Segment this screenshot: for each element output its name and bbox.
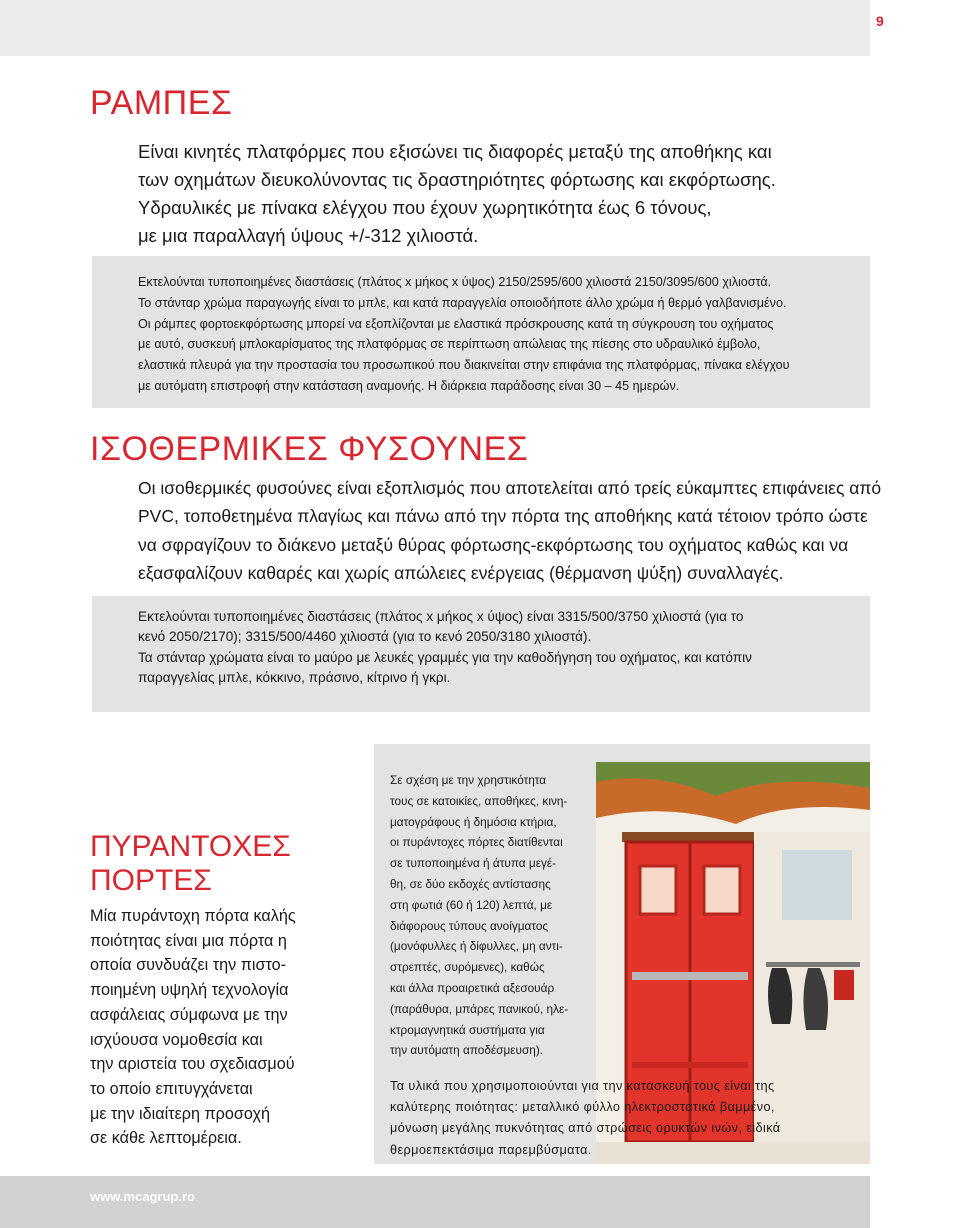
fire-doors-intro-line: ισχύουσα νομοθεσία και — [90, 1030, 263, 1049]
ramps-details-line: Οι ράμπες φορτοεκφόρτωσης μπορεί να εξοπλίζονται με ελαστικά πρόσκρουσης κατά τη σύγκρουση του οχήματος — [138, 316, 774, 331]
ramps-details-box — [92, 256, 870, 408]
ramps-heading: ΡΑΜΠΕΣ — [90, 84, 233, 122]
fire-doors-intro-line: ποιότητας είναι μια πόρτα η — [90, 931, 287, 950]
fire-doors-usage-line: διάφορους τύπους ανοίγματος — [390, 918, 549, 933]
isothermal-details-line: παραγγελίας μπλε, κόκκινο, πράσινο, κίτρινο ή γκρι. — [138, 669, 451, 685]
isothermal-intro-line: να σφραγίζουν το διάκενο μεταξύ θύρας φόρτωσης-εκφόρτωσης του οχήματος καθώς και να — [138, 534, 849, 555]
isothermal-intro-line: PVC, τοποθετημένα πλαγίως και πάνω από την πόρτα της αποθήκης κατά τέτοιον τρόπο ώστε — [138, 506, 868, 527]
fire-doors-materials-line: θερμοεπεκτάσιμα παρεμβύσματα. — [390, 1142, 592, 1157]
fire-doors-usage-line: οι πυράντοχες πόρτες διατίθενται — [390, 835, 563, 850]
ramps-details-line: με αυτόματη επιστροφή στην κατάσταση αναμονής. Η διάρκεια παράδοσης είναι 30 – 45 ημερών. — [138, 378, 680, 393]
isothermal-details-line: Τα στάνταρ χρώματα είναι το μαύρο με λευκές γραμμές για την καθοδήγηση του οχήματος, και κατόπιν — [138, 649, 752, 665]
fire-doors-usage-line: (παράθυρα, μπάρες πανικού, ηλε- — [390, 1001, 569, 1016]
fire-doors-usage-line: ματογράφους ή δημόσια κτήρια, — [390, 814, 557, 829]
isothermal-intro — [138, 474, 882, 587]
fire-doors-intro — [90, 904, 340, 1151]
ramps-details-line: Το στάνταρ χρώμα παραγωγής είναι το μπλε, και κατά παραγγελία οποιοδήποτε άλλο χρώμα ή θερμό γαλβανισμένο. — [138, 295, 787, 310]
fire-doors-usage-line: κτρομαγνητικά συστήματα για — [390, 1022, 545, 1037]
fire-doors-intro-line: με την ιδιαίτερη προσοχή — [90, 1104, 270, 1123]
fire-doors-heading-line: ΠΥΡΑΝΤΟΧΕΣ — [90, 830, 291, 863]
isothermal-details-box — [92, 596, 870, 712]
fire-doors-materials-line: καλύτερης ποιότητας: μεταλλικό φύλλο ηλεκτροστατικά βαμμένο, — [390, 1100, 775, 1115]
website-link[interactable]: www.mcagrup.ro — [90, 1189, 195, 1204]
fire-doors-usage-line: στρεπτές, συρόμενες), καθώς — [390, 960, 545, 975]
fire-doors-materials — [390, 1076, 860, 1161]
isothermal-details-line: κενό 2050/2170); 3315/500/4460 χιλιοστά (για το κενό 2050/3180 χιλιοστά). — [138, 629, 592, 645]
isothermal-intro-line: εξασφαλίζουν καθαρές και χωρίς απώλειες ενέργειας (θέρμανση ψύξη) συναλλαγές. — [138, 562, 784, 583]
ramps-intro-line: Είναι κινητές πλατφόρμες που εξισώνει τις διαφορές μεταξύ της αποθήκης και — [138, 141, 772, 162]
ramps-details-line: Εκτελούνται τυποποιημένες διαστάσεις (πλάτος x μήκος x ύψος) 2150/2595/600 χιλιοστά 2150/3095/600 χιλιοστά. — [138, 275, 772, 289]
fire-doors-intro-line: ασφάλειας σύμφωνα με την — [90, 1005, 288, 1024]
isothermal-details-line: Εκτελούνται τυποποιημένες διαστάσεις (πλάτος x μήκος x ύψος) είναι 3315/500/3750 χιλιοστά (για το — [138, 609, 744, 624]
isothermal-heading: ΙΣΟΘΕΡΜΙΚΕΣ ΦΥΣΟΥΝΕΣ — [90, 430, 529, 468]
ramps-details-line: ελαστικά πλευρά για την προστασία του προσωπικού που διακινείται στην επιφάνια της πλατφόρμας, πίνακα ελέγχου — [138, 358, 790, 373]
fire-doors-materials-line: Τα υλικά που χρησιμοποιούνται για την κατασκευή τους είναι της — [390, 1079, 775, 1093]
fire-doors-usage-line: τους σε κατοικίες, αποθήκες, κινη- — [390, 793, 568, 808]
isothermal-details — [138, 607, 866, 688]
fire-doors-intro-line: οποία συνδυάζει την πιστο- — [90, 956, 287, 975]
fire-doors-usage-line: Σε σχέση με την χρηστικότητα — [390, 773, 547, 787]
fire-doors-heading-line: ΠΟΡΤΕΣ — [90, 864, 212, 897]
fire-doors-intro-line: το οποίο επιτυγχάνεται — [90, 1079, 253, 1098]
fire-doors-usage-line: στη φωτιά (60 ή 120) λεπτά, με — [390, 897, 553, 912]
fire-doors-usage-text — [390, 770, 590, 1061]
fire-doors-usage-line: σε τυποποιημένα ή άτυπα μεγέ- — [390, 856, 557, 871]
fire-doors-intro-line: την αριστεία του σχεδιασμού — [90, 1055, 295, 1074]
ramps-intro — [138, 138, 838, 250]
fire-doors-heading — [90, 830, 291, 898]
fire-doors-intro-line: Μία πυράντοχη πόρτα καλής — [90, 907, 296, 925]
fire-doors-materials-line: μόνωση μεγάλης πυκνότητας από στρώσεις ορυκτών ινών, ειδικά — [390, 1121, 781, 1136]
isothermal-intro-line: Οι ισοθερμικές φυσούνες είναι εξοπλισμός που αποτελείται από τρείς εύκαμπτες επιφάνειες από — [138, 478, 882, 498]
fire-doors-intro-line: ποιημένη υψηλή τεχνολογία — [90, 981, 289, 1000]
fire-doors-intro-line: σε κάθε λεπτομέρεια. — [90, 1129, 242, 1148]
ramps-intro-line: των οχημάτων διευκολύνοντας τις δραστηριότητες φόρτωσης και εκφόρτωσης. — [138, 169, 776, 190]
ramps-details-line: με αυτό, συσκευή μπλοκαρίσματος της πλατφόρμας σε περίπτωση απώλειας της πίεσης στο υδραυλικό έμβολο, — [138, 337, 761, 352]
ramps-intro-line: Υδραυλικές με πίνακα ελέγχου που έχουν χωρητικότητα έως 6 τόνους, — [138, 197, 712, 218]
fire-doors-usage-line: (μονόφυλλες ή δίφυλλες, μη αντι- — [390, 939, 563, 954]
ramps-details — [138, 272, 858, 397]
ramps-intro-line: με μια παραλλαγή ύψους +/-312 χιλιοστά. — [138, 225, 479, 246]
page-number: 9 — [876, 13, 884, 29]
fire-doors-usage-line: και άλλα προαιρετικά αξεσουάρ — [390, 980, 555, 995]
footer-bar — [0, 1176, 870, 1228]
fire-doors-usage-line: την αυτόματη αποδέσμευση). — [390, 1043, 544, 1058]
fire-doors-usage-line: θη, σε δύο εκδοχές αντίστασης — [390, 876, 551, 891]
top-strip — [0, 0, 870, 56]
